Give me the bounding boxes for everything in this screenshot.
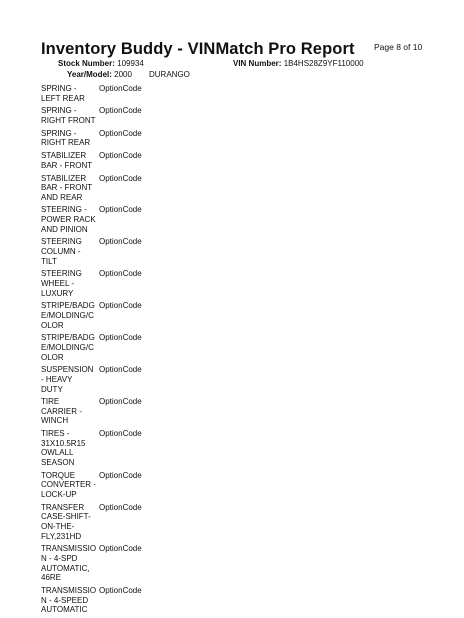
list-item [41, 129, 171, 148]
list-item [41, 333, 171, 362]
option-name: TIRES - 31X10.5R15 OWLALL SEASON [41, 429, 86, 468]
option-code: OptionCode [99, 470, 142, 480]
option-name: SPRING - RIGHT REAR [41, 128, 91, 148]
list-item [41, 84, 171, 103]
option-code: OptionCode [99, 585, 142, 595]
list-item [41, 586, 171, 615]
list-item [41, 397, 171, 426]
option-code: OptionCode [99, 151, 142, 161]
option-name: STEERING - POWER RACK AND PINION [41, 205, 96, 234]
option-code: OptionCode [99, 269, 142, 279]
vin-number [233, 59, 364, 68]
option-code: OptionCode [99, 397, 142, 407]
option-code: OptionCode [99, 106, 142, 116]
option-name: TORQUE CONVERTER - LOCK-UP [41, 470, 96, 499]
list-item [41, 471, 171, 500]
option-code: OptionCode [99, 205, 142, 215]
list-item [41, 205, 171, 234]
option-name: STABILIZER BAR - FRONT AND REAR [41, 173, 93, 202]
list-item [41, 503, 171, 541]
list-item [41, 544, 171, 582]
option-name: SPRING - LEFT REAR [41, 84, 85, 103]
option-name: STEERING COLUMN - TILT [41, 237, 82, 266]
model-value: DURANGO [149, 70, 190, 79]
stock-number-value: 109934 [117, 59, 144, 68]
option-code: OptionCode [99, 333, 142, 343]
stock-number [58, 59, 144, 68]
options-list [41, 84, 171, 618]
option-name: STRIPE/BADG E/MOLDING/C OLOR [41, 333, 95, 362]
option-code: OptionCode [99, 502, 142, 512]
option-code: OptionCode [99, 237, 142, 247]
list-item [41, 429, 171, 467]
list-item [41, 269, 171, 298]
page-number: Page 8 of 10 [374, 42, 423, 52]
option-name: STABILIZER BAR - FRONT [41, 151, 93, 170]
option-name: SUSPENSION - HEAVY DUTY [41, 365, 94, 394]
year-model-label: Year/Model: [67, 70, 112, 79]
option-name: TRANSMISSIO N - 4-SPEED AUTOMATIC [41, 585, 97, 615]
stock-number-label: Stock Number: [58, 59, 115, 68]
option-code: OptionCode [99, 301, 142, 311]
option-name: STRIPE/BADG E/MOLDING/C OLOR [41, 301, 95, 330]
option-name: STEERING WHEEL - LUXURY [41, 269, 82, 298]
list-item [41, 151, 171, 170]
list-item [41, 106, 171, 125]
option-name: TRANSMISSIO N - 4-SPD AUTOMATIC, 46RE [41, 544, 97, 583]
list-item [41, 365, 171, 394]
year-model [67, 70, 132, 79]
option-code: OptionCode [99, 128, 142, 138]
list-item [41, 174, 171, 203]
option-code: OptionCode [99, 84, 142, 93]
option-name: SPRING - RIGHT FRONT [41, 106, 96, 125]
report-title: Inventory Buddy - VINMatch Pro Report [41, 40, 355, 58]
option-code: OptionCode [99, 429, 142, 439]
option-code: OptionCode [99, 544, 142, 554]
option-code: OptionCode [99, 365, 142, 375]
year-value: 2000 [114, 70, 132, 79]
option-name: TRANSFER CASE-SHIFT- ON-THE- FLY,231HD [41, 502, 91, 541]
list-item [41, 301, 171, 330]
vin-number-value: 1B4HS28Z9YF110000 [283, 59, 364, 68]
list-item [41, 237, 171, 266]
vin-number-label: VIN Number: [233, 59, 282, 68]
option-code: OptionCode [99, 173, 142, 183]
option-name: TIRE CARRIER - WINCH [41, 397, 82, 426]
